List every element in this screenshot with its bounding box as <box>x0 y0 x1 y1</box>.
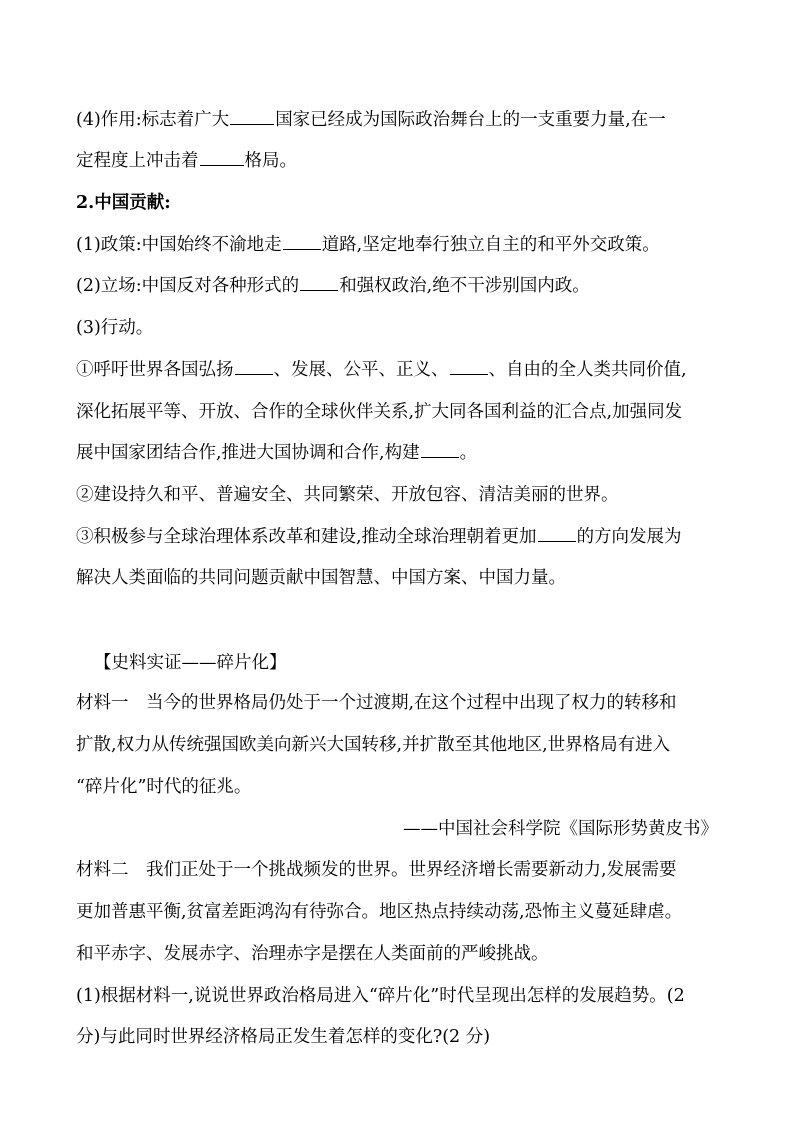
fill-blank <box>300 289 338 291</box>
material-2-line-2: 更加普惠平衡,贫富差距鸿沟有待弥合。地区热点持续动荡,恐怖主义蔓延肆虐。 <box>76 902 683 922</box>
fill-blank <box>200 164 244 166</box>
action-heading: (3)行动。 <box>76 318 154 338</box>
fill-blank <box>235 373 273 375</box>
action-1-line-3 <box>76 439 477 464</box>
text: ①呼吁世界各国弘扬 <box>76 360 234 380</box>
text: 格局。 <box>244 151 297 171</box>
action-1-line-1 <box>76 356 687 381</box>
question-1-line-2: 分)与此同时世界经济格局正发生着怎样的变化?(2 分) <box>76 1027 491 1047</box>
text: 道路,坚定地奉行独立自主的和平外交政策。 <box>321 235 660 255</box>
policy-line <box>76 231 660 256</box>
action-1-line-2: 深化拓展平等、开放、合作的全球伙伴关系,扩大同各国利益的汇合点,加强同发 <box>76 402 683 422</box>
text: 展中国家团结合作,推进大国协调和合作,构建 <box>76 443 420 463</box>
section-heading: 2.中国贡献: <box>76 193 171 213</box>
material-1-line-1: 材料一 当今的世界格局仍处于一个过渡期,在这个过程中出现了权力的转移和 <box>76 693 677 713</box>
action-2-line: ②建设持久和平、普遍安全、共同繁荣、开放包容、清洁美丽的世界。 <box>76 485 619 505</box>
material-1-source: ——中国社会科学院《国际形势黄皮书》 <box>403 819 718 839</box>
text: 。 <box>459 443 478 463</box>
fill-blank <box>230 123 274 125</box>
text: 的方向发展为 <box>576 527 682 547</box>
text: 、发展、公平、正义、 <box>273 360 449 380</box>
text: 和强权政治,绝不干涉别国内政。 <box>339 276 590 296</box>
material-1-line-3: “碎片化”时代的征兆。 <box>76 777 252 797</box>
stance-line <box>76 272 590 297</box>
text: 国家已经成为国际政治舞台上的一支重要力量,在一 <box>275 110 666 130</box>
fill-blank <box>538 540 576 542</box>
role-line-2 <box>76 147 297 172</box>
fill-blank <box>283 248 321 250</box>
text: 定程度上冲击着 <box>76 151 199 171</box>
action-3-line-1 <box>76 523 682 548</box>
evidence-title: 【史料实证——碎片化】 <box>94 653 287 673</box>
text: (4)作用:标志着广大 <box>76 110 230 130</box>
material-1-line-2: 扩散,权力从传统强国欧美向新兴大国转移,并扩散至其他地区,世界格局有进入 <box>76 735 671 755</box>
material-2-line-3: 和平赤字、发展赤字、治理赤字是摆在人类面前的严峻挑战。 <box>76 944 549 964</box>
text: ③积极参与全球治理体系改革和建设,推动全球治理朝着更加 <box>76 527 537 547</box>
question-1-line-1: (1)根据材料一,说说世界政治格局进入“碎片化”时代呈现出怎样的发展趋势。(2 <box>76 986 685 1006</box>
text: (1)政策:中国始终不渝地走 <box>76 235 282 255</box>
fill-blank <box>421 456 459 458</box>
action-3-line-2: 解决人类面临的共同问题贡献中国智慧、中国方案、中国力量。 <box>76 568 566 588</box>
text: (2)立场:中国反对各种形式的 <box>76 276 300 296</box>
text: 、自由的全人类共同价值, <box>488 360 687 380</box>
material-2-line-1: 材料二 我们正处于一个挑战频发的世界。世界经济增长需要新动力,发展需要 <box>76 860 677 880</box>
role-line-1 <box>76 106 666 131</box>
fill-blank <box>450 373 488 375</box>
